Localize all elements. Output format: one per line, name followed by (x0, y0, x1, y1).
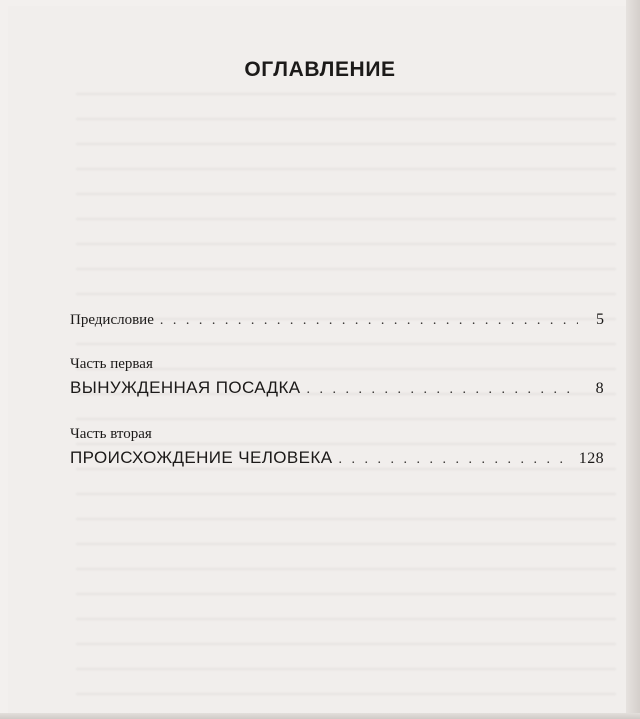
toc-entry-title: ВЫНУЖДЕННАЯ ПОСАДКА (70, 378, 301, 397)
page-spine-shadow (626, 0, 640, 719)
toc-leader-dots (338, 449, 572, 471)
toc-entry-line (70, 309, 604, 332)
toc-title: ОГЛАВЛЕНИЕ (244, 58, 396, 81)
toc-entry-title: Предисловие (70, 312, 154, 328)
toc-page-number: 8 (595, 380, 604, 397)
toc-entry-preface (70, 309, 604, 332)
toc-part-label: Часть первая (70, 356, 153, 372)
toc-page-number: 5 (596, 311, 604, 328)
toc-entry-line (70, 377, 604, 401)
toc-list (70, 309, 604, 489)
toc-part-label: Часть вторая (70, 426, 152, 442)
toc-leader-dots (307, 379, 578, 401)
toc-leader-dots (160, 310, 578, 332)
toc-entry-part-one (70, 355, 604, 401)
toc-entry-title: ПРОИСХОЖДЕНИЕ ЧЕЛОВЕКА (70, 448, 333, 467)
page-bottom-edge (0, 713, 640, 719)
toc-page-number: 128 (578, 450, 604, 467)
toc-entry-line (70, 447, 604, 471)
toc-entry-part-two (70, 425, 604, 471)
